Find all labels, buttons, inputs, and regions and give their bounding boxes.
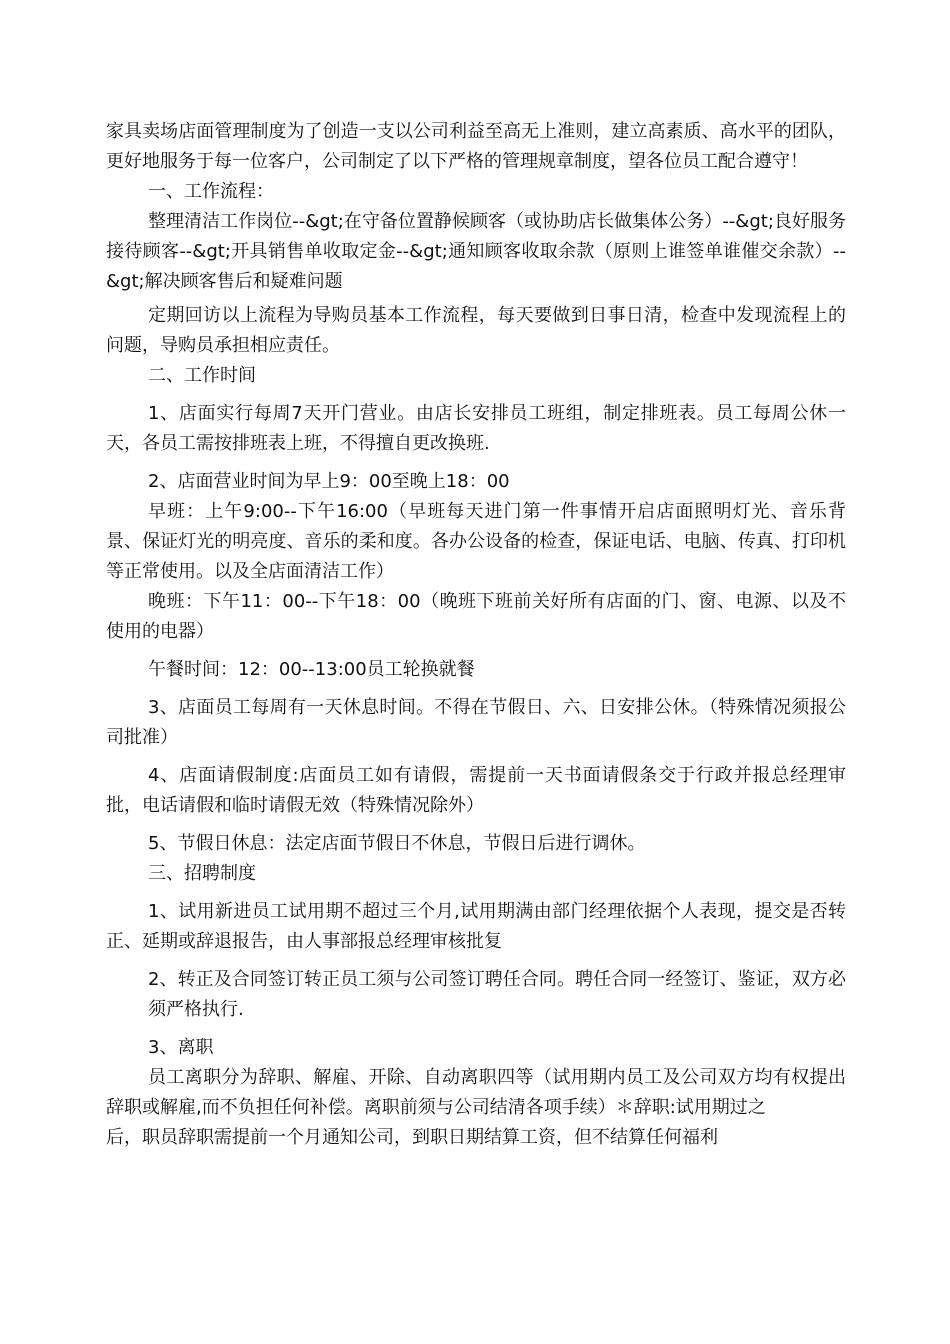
work-hours-item-3: 3、店面员工每周有一天休息时间。不得在节假日、六、日安排公休。（特殊情况须报公司批准） bbox=[106, 697, 846, 748]
recruitment-item-2: 2、转正及合同签订转正员工须与公司签订聘任合同。聘任合同一经签订、鉴证，双方必须严格执行. bbox=[148, 969, 846, 1020]
intro-paragraph: 家具卖场店面管理制度为了创造一支以公司利益至高无上准则，建立高素质、高水平的团队，更好地服务于每一位客户，公司制定了以下严格的管理规章制度，望各位员工配合遵守！ bbox=[106, 121, 846, 172]
resignation-heading: 3、离职 bbox=[148, 1037, 214, 1058]
work-hours-item-4: 4、店面请假制度:店面员工如有请假，需提前一天书面请假条交于行政并报总经理审批，电话请假和临时请假无效（特殊情况除外） bbox=[106, 765, 846, 816]
workflow-steps-paragraph: 整理清洁工作岗位--&gt;在守备位置静候顾客（或协助店长做集体公务）--&gt;良好服务接待顾客--&gt;开具销售单收取定金--&gt;通知顾客收取余款（原则上谁签单谁催交余款）--&gt;解决顾客售后和疑难问题 bbox=[106, 211, 846, 292]
resignation-paragraph: 员工离职分为辞职、解雇、开除、自动离职四等（试用期内员工及公司双方均有权提出辞职或解雇,而不负担任何补偿。离职前须与公司结清各项手续）＊辞职:试用期过之 bbox=[106, 1067, 846, 1118]
document-body bbox=[106, 117, 846, 1153]
section-heading-workflow: 一、工作流程： bbox=[148, 181, 274, 202]
work-hours-item-2: 2、店面营业时间为早上9：00至晚上18：00 bbox=[148, 471, 510, 492]
morning-shift-paragraph: 早班：上午9:00--下午16:00（早班每天进门第一件事情开启店面照明灯光、音乐背景、保证灯光的明亮度、音乐的柔和度。各办公设备的检查，保证电话、电脑、传真、打印机等正常使用。以及全店面清洁工作） bbox=[106, 501, 846, 582]
evening-shift-paragraph: 晚班：下午11：00--下午18：00（晚班下班前关好所有店面的门、窗、电源、以及不使用的电器） bbox=[106, 591, 846, 642]
section-heading-work-hours: 二、工作时间 bbox=[148, 365, 256, 386]
workflow-followup-paragraph: 定期回访以上流程为导购员基本工作流程，每天要做到日事日清，检查中发现流程上的问题，导购员承担相应责任。 bbox=[106, 305, 846, 356]
resignation-continued-paragraph: 后，职员辞职需提前一个月通知公司，到职日期结算工资，但不结算任何福利 bbox=[106, 1127, 718, 1148]
work-hours-item-5: 5、节假日休息：法定店面节假日不休息，节假日后进行调休。 bbox=[148, 833, 646, 854]
recruitment-item-1: 1、试用新进员工试用期不超过三个月,试用期满由部门经理依据个人表现，提交是否转正、延期或辞退报告，由人事部报总经理审核批复 bbox=[106, 901, 846, 952]
section-heading-recruitment: 三、招聘制度 bbox=[148, 863, 256, 884]
work-hours-item-1: 1、店面实行每周7天开门营业。由店长安排员工班组，制定排班表。员工每周公休一天，各员工需按排班表上班，不得擅自更改换班. bbox=[106, 403, 846, 454]
lunch-time-paragraph: 午餐时间：12：00--13:00员工轮换就餐 bbox=[148, 659, 475, 680]
